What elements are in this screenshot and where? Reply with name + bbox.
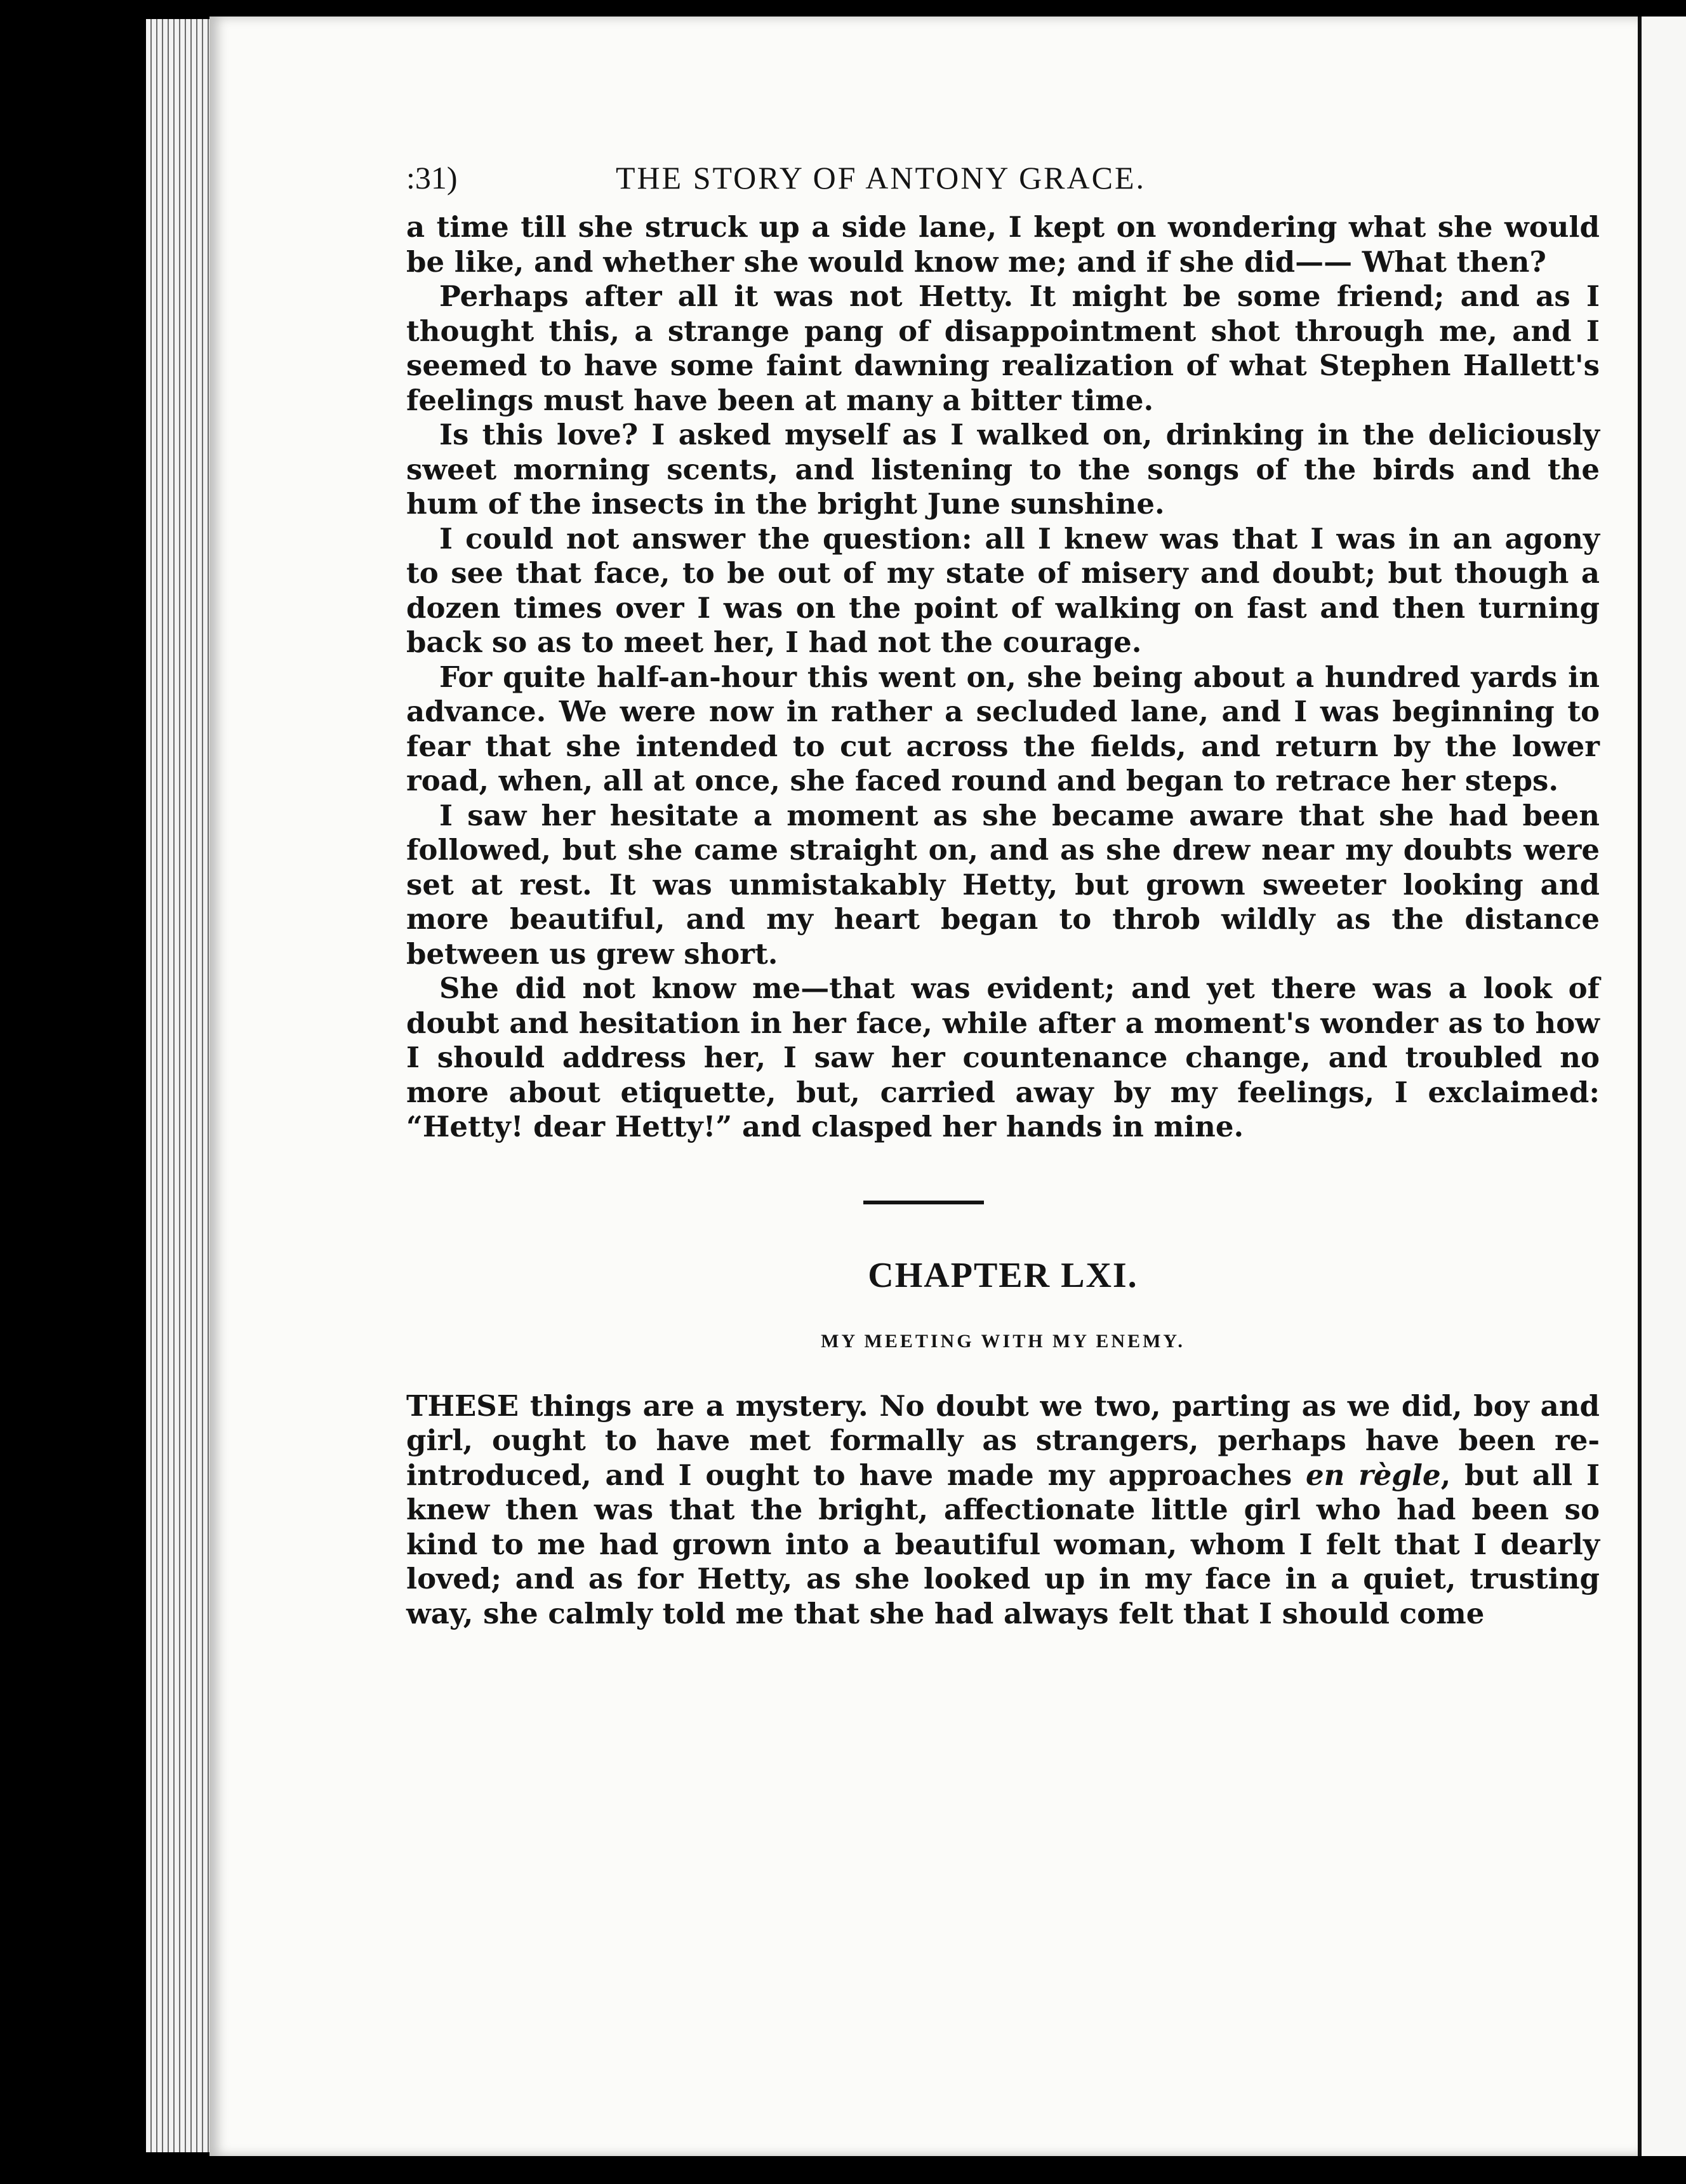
opening-text: THESE things are a mystery. No doubt we two, parting as we did, boy and girl, ought to have met formally as strangers, perhaps have been re-introduced, and I ought to have made my approaches: [406, 1388, 1600, 1492]
paragraph: Is this love? I asked myself as I walked on, drinking in the deliciously sweet morning scents, and listening to the songs of the birds and the hum of the insects in the bright June sunshine.: [406, 418, 1600, 521]
italic-phrase: en règle: [1305, 1458, 1441, 1492]
paragraph: Perhaps after all it was not Hetty. It might be some friend; and as I thought this, a strange pang of disappointment shot through me, and I seemed to have some faint dawning realization of what Stephen Hallett's feelings must have been at many a bitter time.: [406, 279, 1600, 417]
page-number: :31): [406, 160, 458, 196]
chapter-divider: [863, 1201, 984, 1204]
running-header: [406, 159, 1600, 210]
page-content: [406, 159, 1600, 1631]
paragraph: I saw her hesitate a moment as she became aware that she had been followed, but she came straight on, and as she drew near my doubts were set at rest. It was unmistakably Hetty, but grown sweeter looking and more beautiful, and my heart began to throb wildly as the distance between us grew short.: [406, 798, 1600, 971]
page-edges: [146, 19, 216, 2152]
opening-text-continued: , but all I knew then was that the bright, affectionate little girl who had been so kind to me had grown into a beautiful woman, whom I felt that I dearly loved; and as for Hetty, as she looked up in my face in a quiet, trusting way, she calmly told me that she had always felt that I should come: [406, 1458, 1600, 1630]
paragraph: I could not answer the question: all I knew was that I was in an agony to see that face, to be out of my state of misery and doubt; but though a dozen times over I was on the point of walking on fast and then turning back so as to meet her, I had not the courage.: [406, 521, 1600, 659]
chapter-opening-paragraph: [406, 1389, 1600, 1632]
paragraph: a time till she struck up a side lane, I kept on wondering what she would be like, and whether she would know me; and if she did—— What then?: [406, 210, 1600, 279]
chapter-heading: CHAPTER LXI.: [868, 1255, 1138, 1295]
chapter-subtitle: MY MEETING WITH MY ENEMY.: [821, 1330, 1185, 1352]
book-page: [209, 17, 1638, 2156]
paragraph: She did not know me—that was evident; and yet there was a look of doubt and hesitation in her face, while after a moment's wonder as to how I should address her, I saw her countenance change, and troubled no more about etiquette, but, carried away by my feelings, I exclaimed: “Hetty! dear Hetty!” and clasped her hands in mine.: [406, 971, 1600, 1143]
paragraph: For quite half-an-hour this went on, she being about a hundred yards in advance. We were now in rather a secluded lane, and I was beginning to fear that she intended to cut across the fields, and return by the lower road, when, all at once, she faced round and began to retrace her steps.: [406, 660, 1600, 797]
running-title: THE STORY OF ANTONY GRACE.: [616, 160, 1146, 196]
facing-page-edge: [1638, 17, 1686, 2156]
